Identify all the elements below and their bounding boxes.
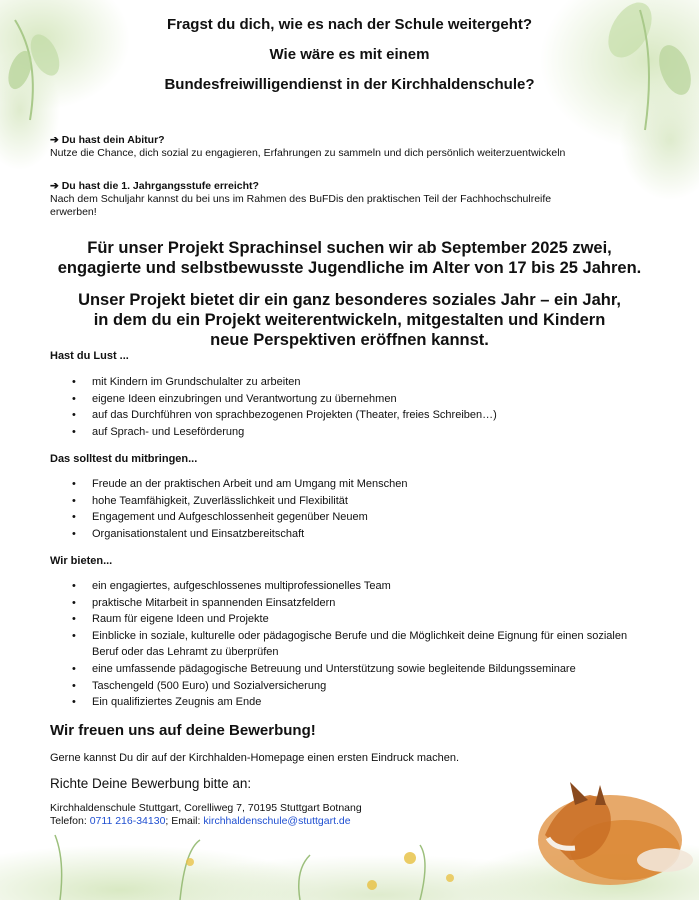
list-item: • praktische Mitarbeit in spannenden Einsatzfeldern	[50, 595, 650, 612]
school-address: Kirchhaldenschule Stuttgart, Corelliweg 7, 70195 Stuttgart Botnang	[50, 802, 362, 814]
email-label: ; Email:	[165, 815, 204, 827]
mitbringen-heading: Das solltest du mitbringen...	[50, 453, 198, 465]
project-line-2: engagierte und selbstbewusste Jugendliche im Alter von 17 bis 25 Jahren.	[57, 259, 642, 277]
list-item: • ein engagiertes, aufgeschlossenes multiprofessionelles Team	[50, 578, 650, 595]
project-line-1: Für unser Projekt Sprachinsel suchen wir ab September 2025 zwei,	[87, 239, 612, 257]
list-item: • Ein qualifiziertes Zeugnis am Ende	[50, 694, 650, 711]
header-line-2: Wie wäre es mit einem	[269, 46, 430, 63]
intro-jahrgangsstufe-question: ➔ Du hast die 1. Jahrgangsstufe erreicht?	[50, 180, 259, 192]
intro-jahrgangsstufe-text-1: Nach dem Schuljahr kannst du bei uns im Rahmen des BuFDis den praktischen Teil der Fachhochschulreife	[50, 193, 552, 205]
phone-label: Telefon:	[50, 815, 90, 827]
apply-to: Richte Deine Bewerbung bitte an:	[50, 776, 252, 791]
project-offer-text	[0, 290, 699, 350]
list-item: • Freude an der praktischen Arbeit und am Umgang mit Menschen	[50, 476, 650, 493]
list-item: • Taschengeld (500 Euro) und Sozialversicherung	[50, 678, 650, 695]
intro-abitur	[50, 134, 660, 160]
intro-jahrgangsstufe	[50, 180, 660, 219]
bieten-heading: Wir bieten...	[50, 555, 113, 567]
mitbringen-list	[50, 476, 650, 542]
project-line-4: in dem du ein Projekt weiterentwickeln, mitgestalten und Kindern	[93, 311, 606, 329]
project-line-3: Unser Projekt bietet dir ein ganz besonderes soziales Jahr – ein Jahr,	[78, 291, 621, 309]
homepage-note: Gerne kannst Du dir auf der Kirchhalden-Homepage einen ersten Eindruck machen.	[50, 752, 460, 764]
header-line-1: Fragst du dich, wie es nach der Schule weitergeht?	[166, 16, 533, 33]
lust-heading: Hast du Lust ...	[50, 350, 129, 362]
list-item: • Einblicke in soziale, kulturelle oder pädagogische Berufe und die Möglichkeit deine Eignung für einen sozialen Beruf oder das Lehramt zu überprüfen	[50, 628, 650, 661]
list-item: • Organisationstalent und Einsatzbereitschaft	[50, 526, 650, 543]
project-line-5: neue Perspektiven eröffnen kannst.	[210, 331, 489, 349]
lust-list	[50, 374, 650, 440]
contact-line	[50, 815, 362, 828]
intro-abitur-text: Nutze die Chance, dich sozial zu engagieren, Erfahrungen zu sammeln und dich persönlich weiterzuentwickeln	[50, 147, 566, 159]
bieten-list	[50, 578, 650, 711]
closing-title: Wir freuen uns auf deine Bewerbung!	[50, 722, 316, 739]
email-link[interactable]: kirchhaldenschule@stuttgart.de	[203, 815, 351, 827]
list-item: • mit Kindern im Grundschulalter zu arbeiten	[50, 374, 650, 391]
list-item: • auf das Durchführen von sprachbezogenen Projekten (Theater, freies Schreiben…)	[50, 407, 650, 424]
intro-abitur-question: ➔ Du hast dein Abitur?	[50, 134, 165, 146]
list-item: • Raum für eigene Ideen und Projekte	[50, 611, 650, 628]
list-item: • Engagement und Aufgeschlossenheit gegenüber Neuem	[50, 509, 650, 526]
list-item: • hohe Teamfähigkeit, Zuverlässlichkeit und Flexibilität	[50, 493, 650, 510]
list-item: • eigene Ideen einzubringen und Verantwortung zu übernehmen	[50, 391, 650, 408]
project-search-text	[0, 238, 699, 278]
contact-block	[50, 802, 362, 828]
phone-link[interactable]: 0711 216-34130	[89, 815, 166, 827]
header-line-3: Bundesfreiwilligendienst in der Kirchhaldenschule?	[164, 76, 535, 93]
list-item: • eine umfassende pädagogische Betreuung und Unterstützung sowie begleitende Bildungsseminare	[50, 661, 650, 678]
list-item: • auf Sprach- und Leseförderung	[50, 424, 650, 441]
intro-jahrgangsstufe-text-2: erwerben!	[50, 206, 97, 218]
flyer-header	[0, 10, 699, 100]
